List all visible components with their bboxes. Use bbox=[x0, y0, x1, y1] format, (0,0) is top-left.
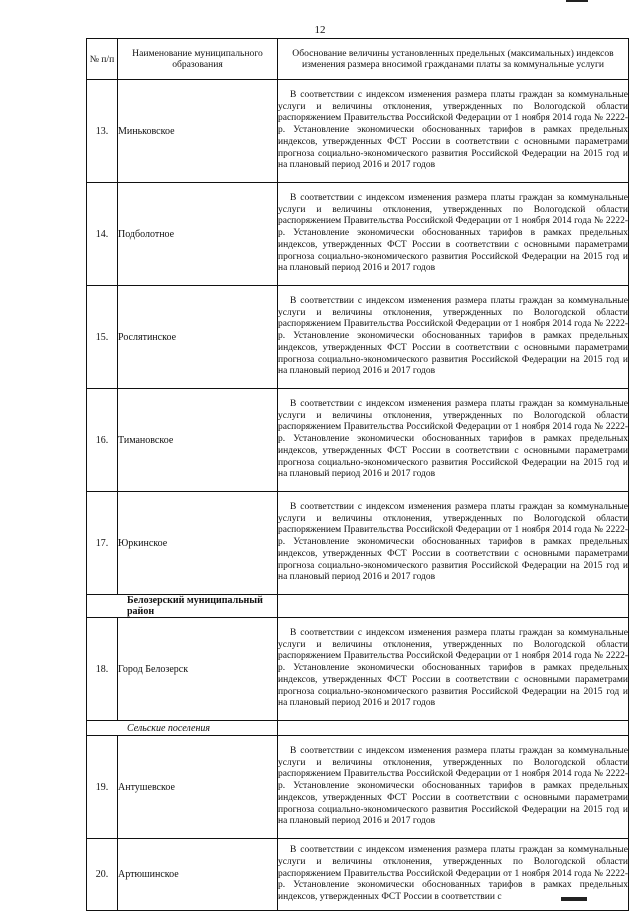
justification-cell bbox=[278, 183, 629, 286]
municipality-name: Рослятинское bbox=[118, 286, 278, 389]
row-number: 17. bbox=[87, 492, 118, 595]
district-heading: Белозерский муниципальный район bbox=[87, 595, 278, 618]
row-number: 18. bbox=[87, 618, 118, 721]
table-row bbox=[87, 618, 629, 721]
justification-cell bbox=[278, 286, 629, 389]
table-row bbox=[87, 839, 629, 911]
scan-mark-top bbox=[566, 0, 588, 2]
table-row bbox=[87, 80, 629, 183]
justification-text: В соответствии с индексом изменения размера платы граждан за коммунальные услуги и величины отклонения, утвержденных по Вологодской области распоряжением Правительства Российской Федерации от 1 ноября 2014 года № 2222-р. Установление экономически обоснованных тарифов в рамках предельных индексов, утвержденных ФСТ России в соответствии с основными параметрами прогноза социально-экономического развития Российской Федерации на 2015 год и на плановый период 2016 и 2017 годов bbox=[278, 89, 628, 171]
justification-cell bbox=[278, 492, 629, 595]
page-number: 12 bbox=[314, 24, 326, 36]
municipality-name: Юркинское bbox=[118, 492, 278, 595]
subsection-heading: Сельские поселения bbox=[87, 721, 278, 736]
justification-cell bbox=[278, 618, 629, 721]
empty-cell bbox=[278, 721, 629, 736]
municipality-name: Артюшинское bbox=[118, 839, 278, 911]
table-row bbox=[87, 736, 629, 839]
justification-text: В соответствии с индексом изменения размера платы граждан за коммунальные услуги и величины отклонения, утвержденных по Вологодской области распоряжением Правительства Российской Федерации от 1 ноября 2014 года № 2222-р. Установление экономически обоснованных тарифов в рамках предельных индексов, утвержденных ФСТ России в соответствии с основными параметрами прогноза социально-экономического развития Российской Федерации на 2015 год и на плановый период 2016 и 2017 годов bbox=[278, 745, 628, 827]
table-header-row bbox=[87, 39, 629, 80]
header-municipality: Наименование муниципального образования bbox=[118, 39, 278, 80]
justification-text: В соответствии с индексом изменения размера платы граждан за коммунальные услуги и величины отклонения, утвержденных по Вологодской области распоряжением Правительства Российской Федерации от 1 ноября 2014 года № 2222-р. Установление экономически обоснованных тарифов в рамках предельных индексов, утвержденных ФСТ России в соответствии с основными параметрами прогноза социально-экономического развития Российской Федерации на 2015 год и на плановый период 2016 и 2017 годов bbox=[278, 295, 628, 377]
municipality-name: Антушевское bbox=[118, 736, 278, 839]
justification-cell bbox=[278, 80, 629, 183]
row-number: 15. bbox=[87, 286, 118, 389]
justification-text: В соответствии с индексом изменения размера платы граждан за коммунальные услуги и величины отклонения, утвержденных по Вологодской области распоряжением Правительства Российской Федерации от 1 ноября 2014 года № 2222-р. Установление экономически обоснованных тарифов в рамках предельных индексов, утвержденных ФСТ России в соответствии с основными параметрами прогноза социально-экономического развития Российской Федерации на 2015 год и на плановый период 2016 и 2017 годов bbox=[278, 192, 628, 274]
header-number: № п/п bbox=[87, 39, 118, 80]
municipality-name: Тимановское bbox=[118, 389, 278, 492]
table-row bbox=[87, 492, 629, 595]
table-row bbox=[87, 389, 629, 492]
row-number: 13. bbox=[87, 80, 118, 183]
tariff-justification-table bbox=[86, 38, 629, 911]
row-number: 20. bbox=[87, 839, 118, 911]
header-justification: Обоснование величины установленных предельных (максимальных) индексов изменения размера вносимой гражданами платы за коммунальные услуги bbox=[278, 39, 629, 80]
justification-text: В соответствии с индексом изменения размера платы граждан за коммунальные услуги и величины отклонения, утвержденных по Вологодской области распоряжением Правительства Российской Федерации от 1 ноября 2014 года № 2222-р. Установление экономически обоснованных тарифов в рамках предельных индексов, утвержденных ФСТ России в соответствии с основными параметрами прогноза социально-экономического развития Российской Федерации на 2015 год и на плановый период 2016 и 2017 годов bbox=[278, 398, 628, 480]
empty-cell bbox=[278, 595, 629, 618]
municipality-name: Подболотное bbox=[118, 183, 278, 286]
justification-cell bbox=[278, 389, 629, 492]
table-row bbox=[87, 286, 629, 389]
justification-text: В соответствии с индексом изменения размера платы граждан за коммунальные услуги и величины отклонения, утвержденных по Вологодской области распоряжением Правительства Российской Федерации от 1 ноября 2014 года № 2222-р. Установление экономически обоснованных тарифов в рамках предельных индексов, утвержденных ФСТ России в соответствии с bbox=[278, 845, 628, 903]
municipality-name: Город Белозерск bbox=[118, 618, 278, 721]
table-row bbox=[87, 183, 629, 286]
row-number: 14. bbox=[87, 183, 118, 286]
justification-cell bbox=[278, 736, 629, 839]
scan-mark-bottom bbox=[561, 897, 587, 901]
subsection-row bbox=[87, 721, 629, 736]
justification-text: В соответствии с индексом изменения размера платы граждан за коммунальные услуги и величины отклонения, утвержденных по Вологодской области распоряжением Правительства Российской Федерации от 1 ноября 2014 года № 2222-р. Установление экономически обоснованных тарифов в рамках предельных индексов, утвержденных ФСТ России в соответствии с основными параметрами прогноза социально-экономического развития Российской Федерации на 2015 год и на плановый период 2016 и 2017 годов bbox=[278, 627, 628, 709]
section-row bbox=[87, 595, 629, 618]
row-number: 16. bbox=[87, 389, 118, 492]
municipality-name: Миньковское bbox=[118, 80, 278, 183]
justification-text: В соответствии с индексом изменения размера платы граждан за коммунальные услуги и величины отклонения, утвержденных по Вологодской области распоряжением Правительства Российской Федерации от 1 ноября 2014 года № 2222-р. Установление экономически обоснованных тарифов в рамках предельных индексов, утвержденных ФСТ России в соответствии с основными параметрами прогноза социально-экономического развития Российской Федерации на 2015 год и на плановый период 2016 и 2017 годов bbox=[278, 501, 628, 583]
row-number: 19. bbox=[87, 736, 118, 839]
